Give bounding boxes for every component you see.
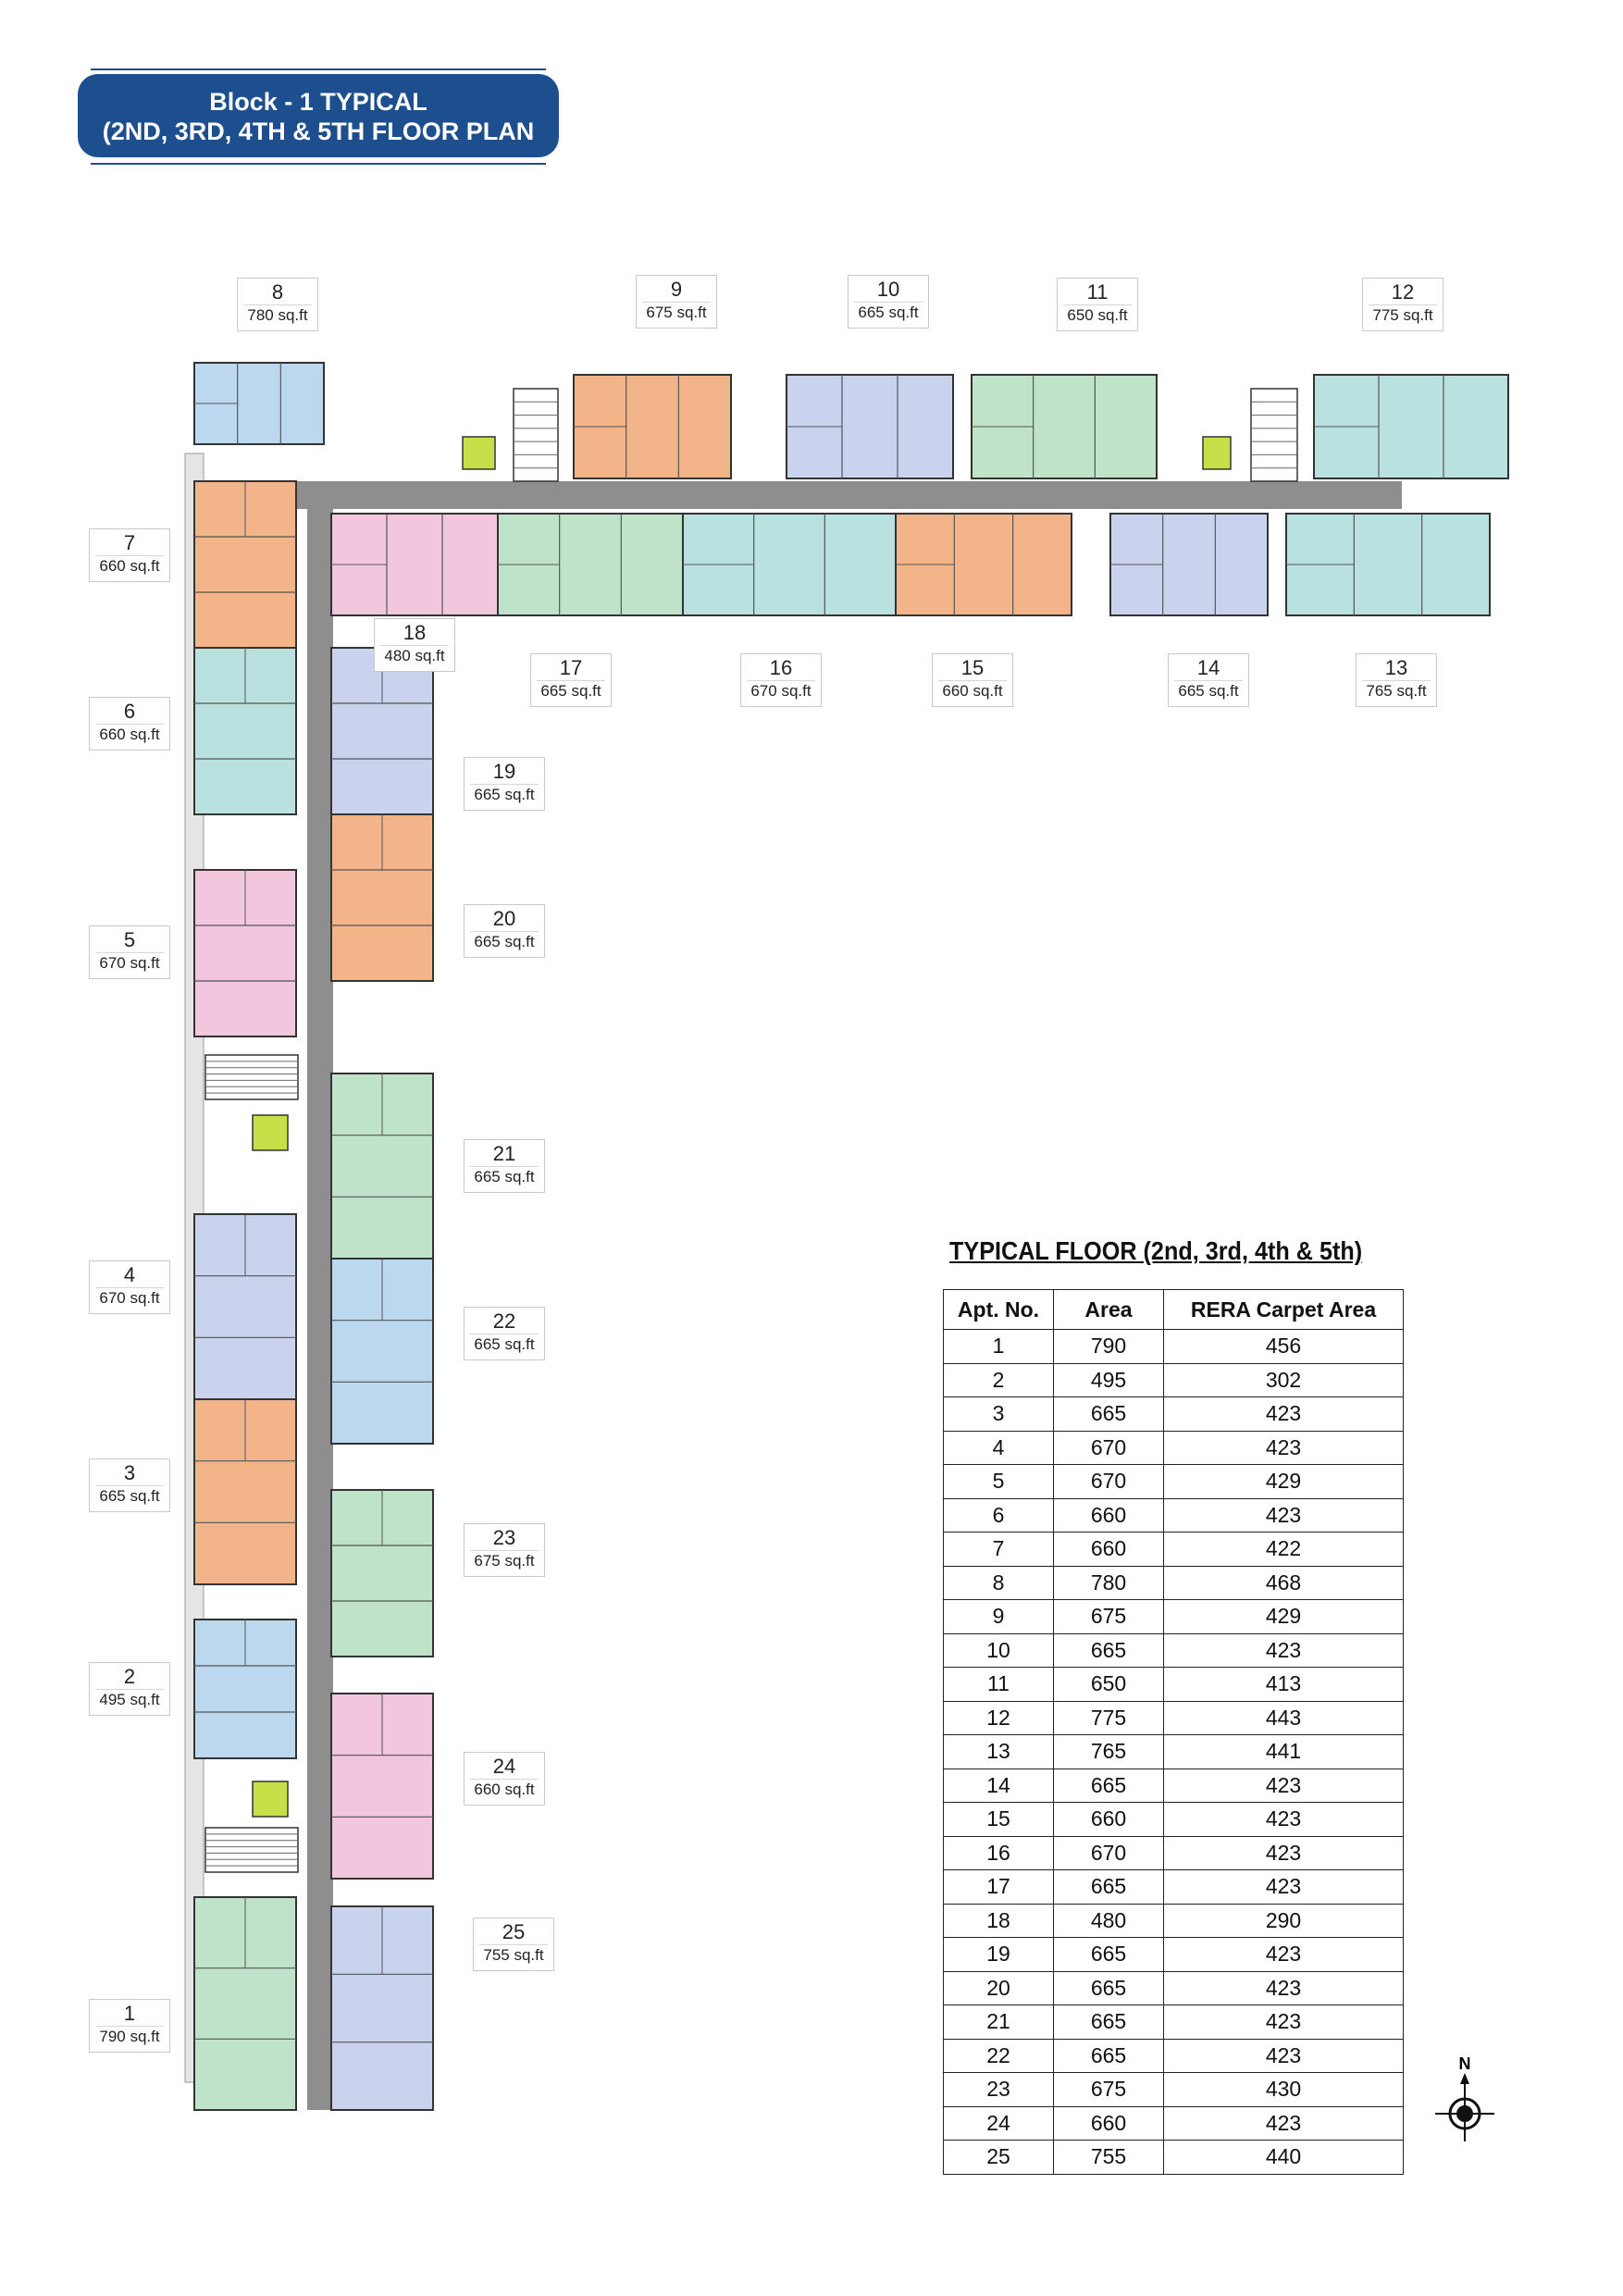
- staircase-north-1: [514, 389, 558, 481]
- rera-area-cell: 423: [1164, 1769, 1404, 1803]
- apartment-label-14: [1168, 653, 1249, 707]
- apartment-number: 19: [492, 760, 516, 783]
- area-cell: 480: [1054, 1904, 1164, 1938]
- apartment-number: 3: [123, 1461, 136, 1484]
- apt-no-cell: 18: [944, 1904, 1054, 1938]
- table-row: [944, 1971, 1404, 2005]
- lift-north-2: [1203, 437, 1231, 469]
- apartment-number: 20: [492, 907, 516, 930]
- rera-area-cell: 302: [1164, 1363, 1404, 1397]
- apartment-area: 665 sq.ft: [854, 302, 923, 323]
- rera-area-cell: 423: [1164, 1870, 1404, 1905]
- table-row: [944, 1330, 1404, 1364]
- table-row: [944, 1735, 1404, 1769]
- staircase-north-2: [1251, 389, 1297, 481]
- area-cell: 665: [1054, 2005, 1164, 2040]
- apartment-label-23: [464, 1523, 545, 1577]
- apartment-area: 665 sq.ft: [95, 1485, 164, 1507]
- apartment-number: 5: [123, 928, 136, 951]
- apt-no-cell: 3: [944, 1397, 1054, 1432]
- table-row: [944, 2073, 1404, 2107]
- apartment-area: 660 sq.ft: [95, 724, 164, 745]
- area-cell: 670: [1054, 1431, 1164, 1465]
- rera-area-cell: 423: [1164, 1397, 1404, 1432]
- rera-area-cell: 441: [1164, 1735, 1404, 1769]
- apartment-area: 650 sq.ft: [1063, 304, 1132, 326]
- apartment-number: 4: [123, 1263, 136, 1286]
- apartment-area: 665 sq.ft: [470, 1334, 539, 1355]
- table-row: [944, 1769, 1404, 1803]
- area-cell: 755: [1054, 2141, 1164, 2175]
- rera-area-cell: 423: [1164, 2005, 1404, 2040]
- apartment-label-9: [636, 275, 717, 329]
- lift-north-1: [463, 437, 495, 469]
- table-row: [944, 1566, 1404, 1600]
- apt-no-cell: 14: [944, 1769, 1054, 1803]
- area-cell: 775: [1054, 1701, 1164, 1735]
- compass-label: N: [1458, 2054, 1471, 2073]
- apartment-label-17: [530, 653, 612, 707]
- apartment-label-2: [89, 1662, 170, 1716]
- table-row: [944, 2039, 1404, 2073]
- apartment-area: 780 sq.ft: [243, 304, 312, 326]
- apt-no-cell: 25: [944, 2141, 1054, 2175]
- apartment-label-12: [1362, 278, 1443, 331]
- apartment-number: 7: [123, 531, 136, 554]
- rera-area-cell: 422: [1164, 1533, 1404, 1567]
- area-table: [943, 1289, 1404, 2175]
- area-cell: 495: [1054, 1363, 1164, 1397]
- apartment-area: 495 sq.ft: [95, 1689, 164, 1710]
- rera-area-cell: 423: [1164, 1498, 1404, 1533]
- apartment-label-21: [464, 1139, 545, 1193]
- rera-area-cell: 423: [1164, 1803, 1404, 1837]
- apartment-number: 13: [1384, 656, 1408, 679]
- area-cell: 670: [1054, 1836, 1164, 1870]
- table-row: [944, 1498, 1404, 1533]
- apartment-area: 665 sq.ft: [1174, 680, 1243, 701]
- rera-area-cell: 429: [1164, 1465, 1404, 1499]
- apartment-number: 17: [559, 656, 583, 679]
- apartment-label-8: [237, 278, 318, 331]
- area-cell: 665: [1054, 1938, 1164, 1972]
- apartment-number: 25: [502, 1920, 526, 1943]
- rera-area-cell: 423: [1164, 2039, 1404, 2073]
- table-row: [944, 1600, 1404, 1634]
- table-row: [944, 1870, 1404, 1905]
- apt-no-cell: 22: [944, 2039, 1054, 2073]
- apt-no-cell: 10: [944, 1633, 1054, 1668]
- area-cell: 675: [1054, 2073, 1164, 2107]
- area-cell: 660: [1054, 1533, 1164, 1567]
- page-subtitle: (2ND, 3RD, 4TH & 5TH FLOOR PLAN: [102, 118, 535, 145]
- apt-no-cell: 15: [944, 1803, 1054, 1837]
- table-header-row: [944, 1290, 1404, 1330]
- apartment-label-6: [89, 697, 170, 751]
- area-cell: 650: [1054, 1668, 1164, 1702]
- apartment-number: 2: [123, 1665, 136, 1688]
- apt-no-cell: 16: [944, 1836, 1054, 1870]
- apartment-area: 670 sq.ft: [95, 952, 164, 974]
- apartment-area: 665 sq.ft: [537, 680, 605, 701]
- rera-area-cell: 423: [1164, 1836, 1404, 1870]
- rera-area-cell: 440: [1164, 2141, 1404, 2175]
- area-cell: 660: [1054, 2106, 1164, 2141]
- apartment-label-4: [89, 1260, 170, 1314]
- apartment-area: 665 sq.ft: [470, 931, 539, 952]
- apartment-area: 660 sq.ft: [470, 1779, 539, 1800]
- rera-area-cell: 429: [1164, 1600, 1404, 1634]
- apartment-label-20: [464, 904, 545, 958]
- table-title: TYPICAL FLOOR (2nd, 3rd, 4th & 5th): [949, 1236, 1363, 1265]
- apartment-label-15: [932, 653, 1013, 707]
- apartment-label-5: [89, 925, 170, 979]
- lift-west-2: [253, 1781, 288, 1817]
- table-row: [944, 1836, 1404, 1870]
- col-header-area: Area: [1054, 1290, 1164, 1330]
- apt-no-cell: 1: [944, 1330, 1054, 1364]
- apt-no-cell: 23: [944, 2073, 1054, 2107]
- area-cell: 670: [1054, 1465, 1164, 1499]
- apartment-number: 21: [492, 1142, 516, 1165]
- apartment-number: 8: [271, 280, 284, 304]
- apartment-area: 665 sq.ft: [470, 784, 539, 805]
- apt-no-cell: 8: [944, 1566, 1054, 1600]
- rera-area-cell: 430: [1164, 2073, 1404, 2107]
- apt-no-cell: 13: [944, 1735, 1054, 1769]
- apt-no-cell: 24: [944, 2106, 1054, 2141]
- apartment-area: 660 sq.ft: [938, 680, 1007, 701]
- apartment-label-25: [473, 1917, 554, 1971]
- area-cell: 765: [1054, 1735, 1164, 1769]
- col-header-rera: RERA Carpet Area: [1164, 1290, 1404, 1330]
- apartment-label-22: [464, 1307, 545, 1360]
- main-corridor-horizontal: [199, 481, 1402, 509]
- table-row: [944, 1363, 1404, 1397]
- apartment-area: 675 sq.ft: [470, 1550, 539, 1571]
- north-arrow-icon: [1432, 2053, 1497, 2145]
- apartment-label-16: [740, 653, 822, 707]
- apartment-area: 660 sq.ft: [95, 555, 164, 577]
- area-cell: 665: [1054, 1397, 1164, 1432]
- apartment-label-18: [374, 618, 455, 672]
- apt-no-cell: 21: [944, 2005, 1054, 2040]
- rera-area-cell: 423: [1164, 1633, 1404, 1668]
- table-row: [944, 1633, 1404, 1668]
- apartment-area: 665 sq.ft: [470, 1166, 539, 1187]
- apartment-label-10: [848, 275, 929, 329]
- apartment-number: 6: [123, 700, 136, 723]
- apartment-number: 12: [1391, 280, 1415, 304]
- table-row: [944, 2106, 1404, 2141]
- apt-no-cell: 4: [944, 1431, 1054, 1465]
- rera-area-cell: 423: [1164, 1431, 1404, 1465]
- apartment-area: 790 sq.ft: [95, 2026, 164, 2047]
- apt-no-cell: 6: [944, 1498, 1054, 1533]
- area-cell: 665: [1054, 1870, 1164, 1905]
- apt-no-cell: 7: [944, 1533, 1054, 1567]
- apartment-label-13: [1356, 653, 1437, 707]
- apartment-number: 15: [960, 656, 985, 679]
- apt-no-cell: 11: [944, 1668, 1054, 1702]
- apartment-area: 480 sq.ft: [380, 645, 449, 666]
- apt-no-cell: 5: [944, 1465, 1054, 1499]
- lift-west-1: [253, 1115, 288, 1150]
- apartment-label-11: [1057, 278, 1138, 331]
- apartment-area: 755 sq.ft: [479, 1944, 548, 1966]
- area-cell: 790: [1054, 1330, 1164, 1364]
- apt-no-cell: 12: [944, 1701, 1054, 1735]
- rera-area-cell: 468: [1164, 1566, 1404, 1600]
- apartment-number: 23: [492, 1526, 516, 1549]
- apartment-label-7: [89, 528, 170, 582]
- apartment-area: 765 sq.ft: [1362, 680, 1431, 701]
- apt-no-cell: 20: [944, 1971, 1054, 2005]
- table-row: [944, 1533, 1404, 1567]
- apt-no-cell: 2: [944, 1363, 1054, 1397]
- rera-area-cell: 456: [1164, 1330, 1404, 1364]
- table-row: [944, 2141, 1404, 2175]
- area-cell: 675: [1054, 1600, 1164, 1634]
- table-row: [944, 1431, 1404, 1465]
- apartment-area: 670 sq.ft: [95, 1287, 164, 1309]
- apartment-label-24: [464, 1752, 545, 1806]
- area-cell: 665: [1054, 1633, 1164, 1668]
- apartment-area: 675 sq.ft: [642, 302, 711, 323]
- apartment-label-3: [89, 1458, 170, 1512]
- apartment-label-1: [89, 1999, 170, 2053]
- table-row: [944, 1803, 1404, 1837]
- area-cell: 665: [1054, 1971, 1164, 2005]
- table-row: [944, 1668, 1404, 1702]
- apartment-number: 18: [403, 621, 427, 644]
- table-body: [944, 1330, 1404, 2175]
- table-row: [944, 1904, 1404, 1938]
- rera-area-cell: 413: [1164, 1668, 1404, 1702]
- rera-area-cell: 423: [1164, 2106, 1404, 2141]
- main-corridor-vertical-right: [307, 481, 333, 2110]
- apt-no-cell: 17: [944, 1870, 1054, 1905]
- table-row: [944, 1397, 1404, 1432]
- apartment-label-19: [464, 757, 545, 811]
- rera-area-cell: 423: [1164, 1938, 1404, 1972]
- area-cell: 660: [1054, 1498, 1164, 1533]
- apartment-number: 16: [769, 656, 793, 679]
- area-cell: 660: [1054, 1803, 1164, 1837]
- table-row: [944, 1465, 1404, 1499]
- apartment-area: 775 sq.ft: [1369, 304, 1437, 326]
- apt-no-cell: 19: [944, 1938, 1054, 1972]
- rera-area-cell: 423: [1164, 1971, 1404, 2005]
- rera-area-cell: 290: [1164, 1904, 1404, 1938]
- table-row: [944, 1701, 1404, 1735]
- area-cell: 780: [1054, 1566, 1164, 1600]
- apartment-number: 22: [492, 1309, 516, 1333]
- apartment-area: 670 sq.ft: [747, 680, 815, 701]
- apartment-number: 9: [670, 278, 683, 301]
- apt-no-cell: 9: [944, 1600, 1054, 1634]
- table-row: [944, 2005, 1404, 2040]
- area-cell: 665: [1054, 1769, 1164, 1803]
- page-title: Block - 1 TYPICAL: [209, 88, 427, 116]
- apartment-number: 11: [1086, 280, 1109, 304]
- apartment-number: 10: [876, 278, 900, 301]
- table-row: [944, 1938, 1404, 1972]
- col-header-apt: Apt. No.: [944, 1290, 1054, 1330]
- rera-area-cell: 443: [1164, 1701, 1404, 1735]
- apartment-number: 14: [1196, 656, 1220, 679]
- apartment-number: 24: [492, 1755, 516, 1778]
- apartment-number: 1: [123, 2002, 136, 2025]
- area-cell: 665: [1054, 2039, 1164, 2073]
